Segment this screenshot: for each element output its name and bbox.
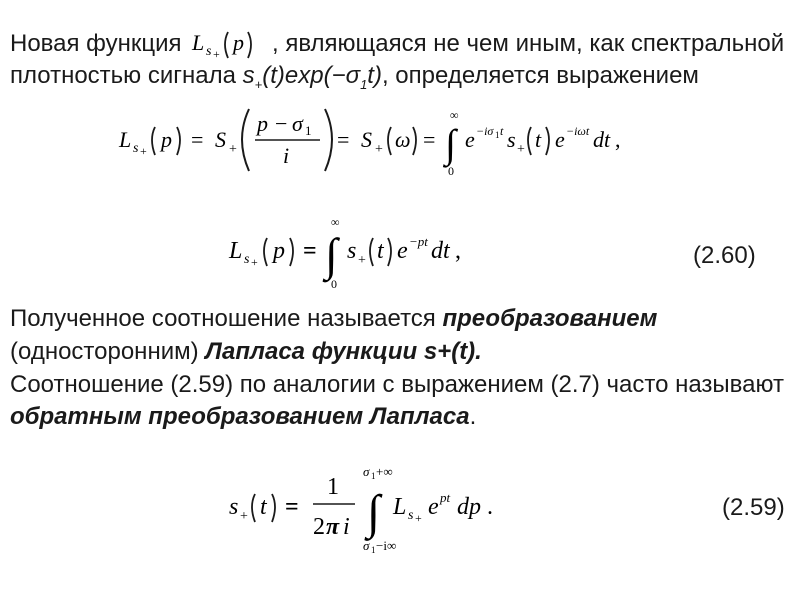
- svg-text:p: p: [257, 111, 268, 136]
- svg-text:e: e: [555, 127, 565, 152]
- svg-text:=: =: [423, 127, 436, 152]
- svg-text:−iωt: −iωt: [566, 124, 590, 138]
- svg-text:s: s: [507, 127, 516, 152]
- svg-text:L: L: [192, 30, 205, 55]
- svg-text:i: i: [343, 514, 350, 540]
- svg-text:s: s: [347, 238, 357, 264]
- svg-text:1: 1: [495, 130, 500, 140]
- svg-text:∞: ∞: [331, 215, 340, 229]
- intro-line-1: [10, 30, 182, 58]
- svg-text:+: +: [240, 509, 248, 524]
- svg-text:0: 0: [331, 277, 337, 291]
- svg-text:σ: σ: [363, 464, 370, 479]
- svg-text:,: ,: [615, 127, 621, 152]
- svg-text:+∞: +∞: [376, 464, 393, 479]
- svg-text:i: i: [283, 143, 290, 168]
- svg-text:L: L: [119, 127, 132, 152]
- para1-text-b: (односторонним): [10, 338, 206, 365]
- svg-text:dt: dt: [593, 127, 611, 152]
- para1-term-laplace: Лапласа функции s+(t).: [205, 338, 482, 365]
- svg-text:s: s: [206, 44, 212, 59]
- svg-text:dt: dt: [431, 238, 450, 264]
- svg-text:t: t: [500, 124, 504, 138]
- svg-text:1: 1: [305, 123, 312, 138]
- svg-text:1: 1: [327, 474, 339, 500]
- svg-text:+: +: [415, 511, 422, 525]
- equation-laplace-spectral: [115, 105, 655, 180]
- signal-expression: $s_+(t)\exp(-\sigma_1t)$: [242, 62, 382, 92]
- svg-text:∫: ∫: [325, 229, 338, 280]
- svg-text:1: 1: [371, 471, 376, 481]
- svg-text:S: S: [361, 127, 372, 152]
- intro-text-3: плотностью сигнала: [10, 62, 236, 89]
- intro-line-2: [10, 62, 699, 99]
- intro-text-2: , являющаяся не чем иным, как спектральной: [272, 30, 785, 57]
- para1-term-transform: преобразованием: [442, 305, 658, 332]
- svg-text:−i∞: −i∞: [376, 538, 397, 553]
- inline-laplace-function: [188, 22, 268, 64]
- svg-text:π: π: [326, 514, 340, 540]
- svg-text:pt: pt: [440, 490, 451, 505]
- svg-text:s: s: [133, 141, 139, 156]
- equation-2-59: [225, 462, 525, 562]
- para2-line1: [10, 371, 784, 399]
- svg-text:+: +: [229, 142, 237, 157]
- svg-text:t: t: [377, 238, 384, 264]
- svg-text:p: p: [273, 238, 285, 264]
- svg-text:+: +: [251, 255, 258, 269]
- svg-text:σ: σ: [363, 538, 370, 553]
- svg-text:σ: σ: [292, 111, 303, 136]
- para2-line2: [10, 403, 476, 431]
- para2-term-inverse: обратным преобразованием Лапласа: [10, 403, 470, 430]
- svg-text:t: t: [535, 127, 542, 152]
- svg-text:s: s: [244, 252, 250, 267]
- svg-text:S: S: [215, 127, 226, 152]
- svg-text:=: =: [337, 127, 350, 152]
- para2-period: .: [469, 403, 477, 430]
- intro-text-1: Новая функция: [10, 30, 182, 57]
- svg-text:e: e: [397, 238, 408, 264]
- svg-text:.: .: [487, 494, 493, 520]
- svg-text:,: ,: [455, 238, 461, 264]
- svg-text:s: s: [229, 494, 239, 520]
- equation-number-2-59: (2.59): [722, 494, 785, 521]
- svg-text:+: +: [140, 144, 147, 158]
- svg-text:0: 0: [448, 164, 454, 178]
- para1-line1: [10, 305, 657, 333]
- svg-text:e: e: [465, 127, 475, 152]
- svg-text:+: +: [375, 142, 383, 157]
- svg-text:s: s: [408, 508, 414, 523]
- svg-text:−iσ: −iσ: [476, 124, 494, 138]
- svg-text:L: L: [393, 494, 407, 520]
- para2-text-a: Соотношение (2.59) по аналогии с выражением (2.7) часто называют: [10, 371, 784, 398]
- svg-text:−pt: −pt: [409, 234, 428, 249]
- svg-text:2: 2: [313, 514, 325, 540]
- equation-2-60: [225, 212, 485, 292]
- svg-text:1: 1: [371, 545, 376, 555]
- svg-text:L: L: [229, 238, 243, 264]
- svg-text:∞: ∞: [450, 108, 459, 122]
- svg-text:=: =: [285, 494, 299, 520]
- svg-text:∫: ∫: [445, 121, 456, 166]
- svg-text:+: +: [213, 47, 220, 61]
- equation-number-2-60: (2.60): [693, 242, 756, 269]
- svg-text:dp: dp: [457, 494, 481, 520]
- svg-text:e: e: [428, 494, 439, 520]
- para1-text-a: Полученное соотношение называется: [10, 305, 443, 332]
- svg-text:=: =: [303, 238, 317, 264]
- svg-text:∫: ∫: [367, 486, 381, 539]
- intro-line-1b: [272, 30, 784, 58]
- svg-text:=: =: [191, 127, 204, 152]
- svg-text:p: p: [233, 30, 244, 55]
- svg-text:p: p: [161, 127, 172, 152]
- svg-text:−: −: [275, 111, 288, 136]
- svg-text:ω: ω: [395, 127, 411, 152]
- svg-text:t: t: [260, 494, 267, 520]
- svg-text:+: +: [358, 253, 366, 268]
- intro-text-4: , определяется выражением: [381, 62, 699, 89]
- para1-line2: [10, 338, 482, 366]
- svg-text:+: +: [517, 142, 525, 157]
